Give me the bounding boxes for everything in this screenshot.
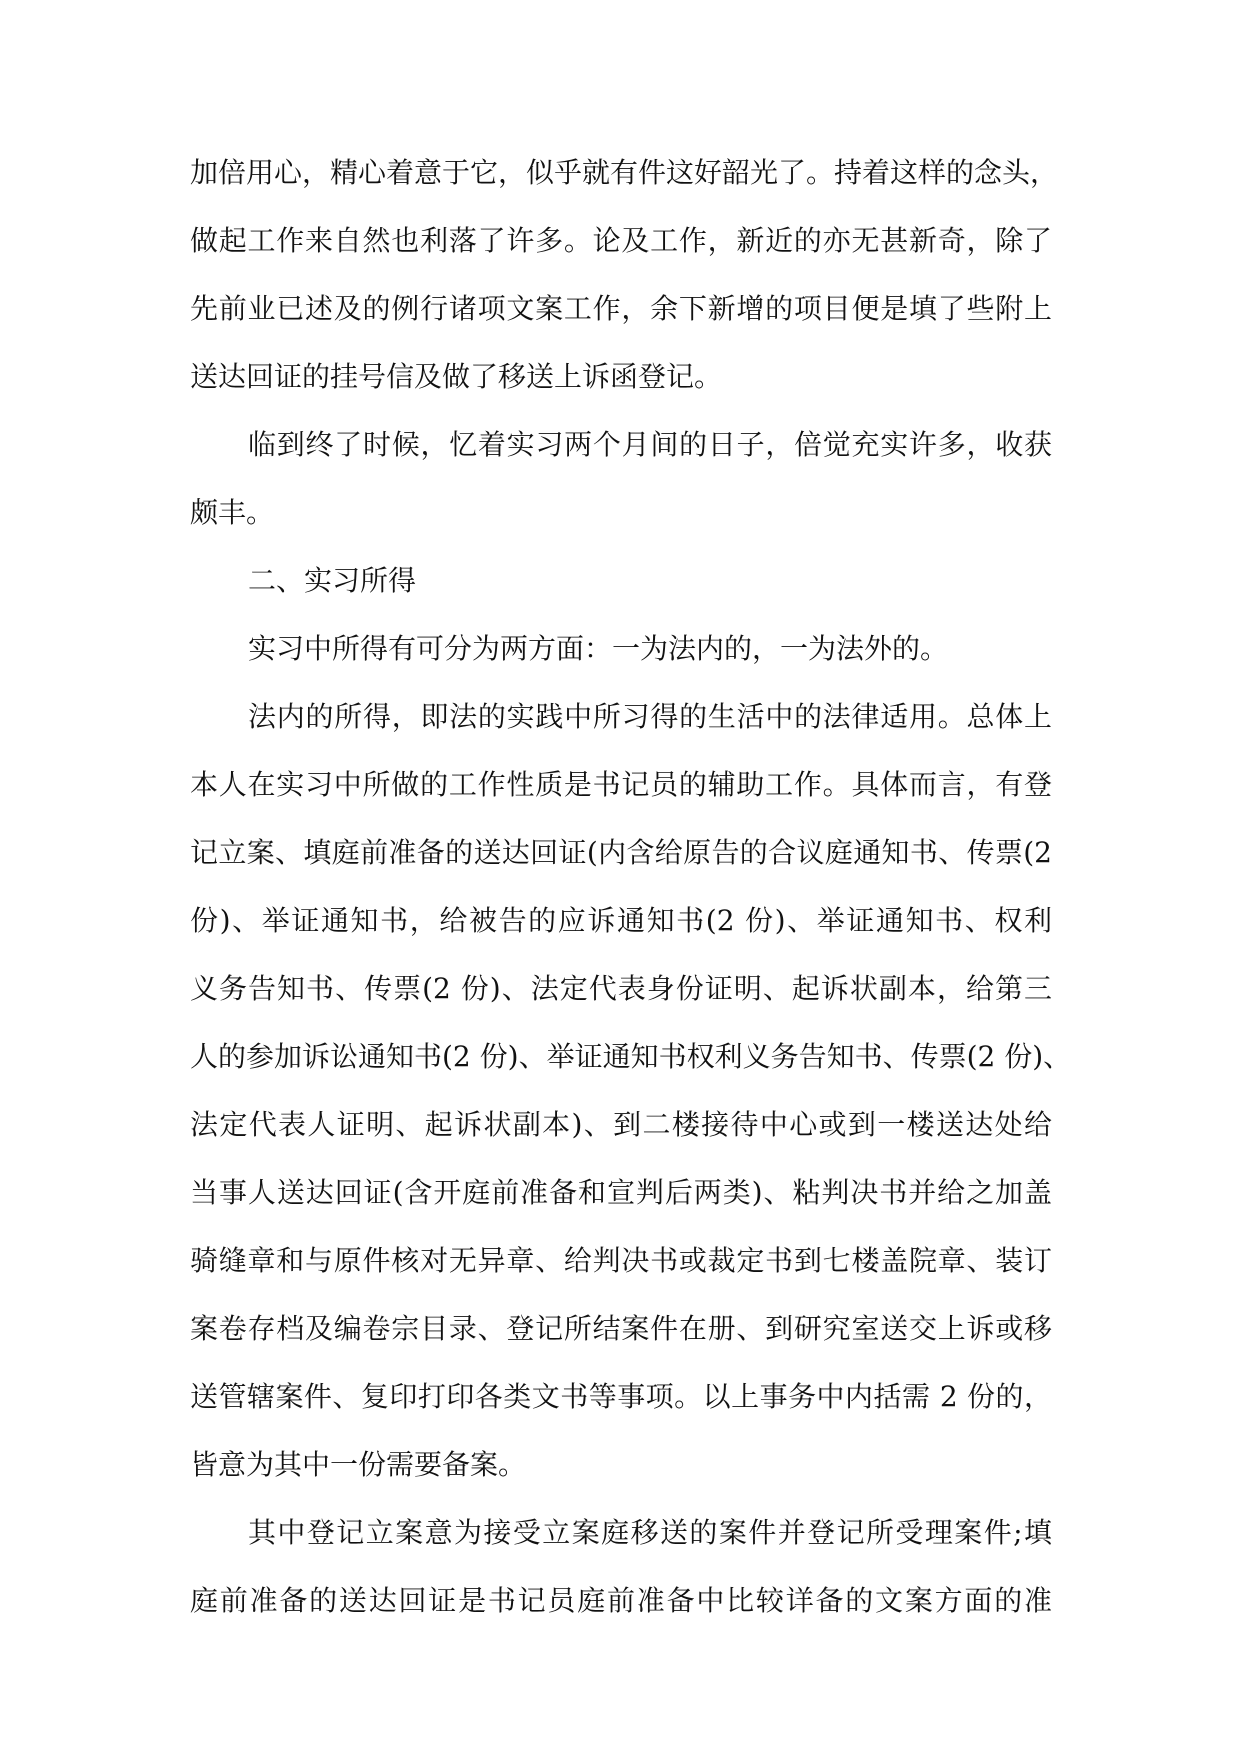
section-heading: 二、实习所得	[248, 564, 417, 597]
text-line-1: 加倍用心，精心着意于它，似乎就有件这好韶光了。持着这样的念头，	[190, 156, 1059, 189]
text-line-11: 记立案、填庭前准备的送达回证(内含给原告的合议庭通知书、传票(2	[190, 836, 1052, 869]
text-line-16: 当事人送达回证(含开庭前准备和宣判后两类)、粘判决书并给之加盖	[190, 1176, 1052, 1209]
text-line-15: 法定代表人证明、起诉状副本)、到二楼接待中心或到一楼送达处给	[190, 1108, 1052, 1141]
text-line-17: 骑缝章和与原件核对无异章、给判决书或裁定书到七楼盖院章、装订	[190, 1244, 1052, 1277]
text-line-20: 皆意为其中一份需要备案。	[190, 1448, 527, 1481]
text-line-13: 义务告知书、传票(2 份)、法定代表身份证明、起诉状副本，给第三	[190, 972, 1052, 1005]
text-line-19: 送管辖案件、复印打印各类文书等事项。以上事务中内括需 2 份的，	[190, 1380, 1052, 1413]
text-line-10: 本人在实习中所做的工作性质是书记员的辅助工作。具体而言，有登	[190, 768, 1052, 801]
text-line-8: 实习中所得有可分为两方面：一为法内的，一为法外的。	[248, 632, 949, 665]
text-line-2: 做起工作来自然也利落了许多。论及工作，新近的亦无甚新奇，除了	[190, 224, 1052, 257]
text-line-3: 先前业已述及的例行诸项文案工作，余下新增的项目便是填了些附上	[190, 292, 1052, 325]
text-line-4: 送达回证的挂号信及做了移送上诉函登记。	[190, 360, 723, 393]
text-line-21: 其中登记立案意为接受立案庭移送的案件并登记所受理案件;填	[248, 1516, 1052, 1549]
text-line-6: 颇丰。	[190, 496, 275, 529]
text-line-14: 人的参加诉讼通知书(2 份)、举证通知书权利义务告知书、传票(2 份)、	[190, 1040, 1072, 1073]
text-line-9: 法内的所得，即法的实践中所习得的生活中的法律适用。总体上	[248, 700, 1052, 733]
text-line-22: 庭前准备的送达回证是书记员庭前准备中比较详备的文案方面的准	[190, 1584, 1052, 1617]
text-line-5: 临到终了时候，忆着实习两个月间的日子，倍觉充实许多，收获	[248, 428, 1052, 461]
text-line-18: 案卷存档及编卷宗目录、登记所结案件在册、到研究室送交上诉或移	[190, 1312, 1052, 1345]
text-line-12: 份)、举证通知书，给被告的应诉通知书(2 份)、举证通知书、权利	[190, 904, 1052, 937]
